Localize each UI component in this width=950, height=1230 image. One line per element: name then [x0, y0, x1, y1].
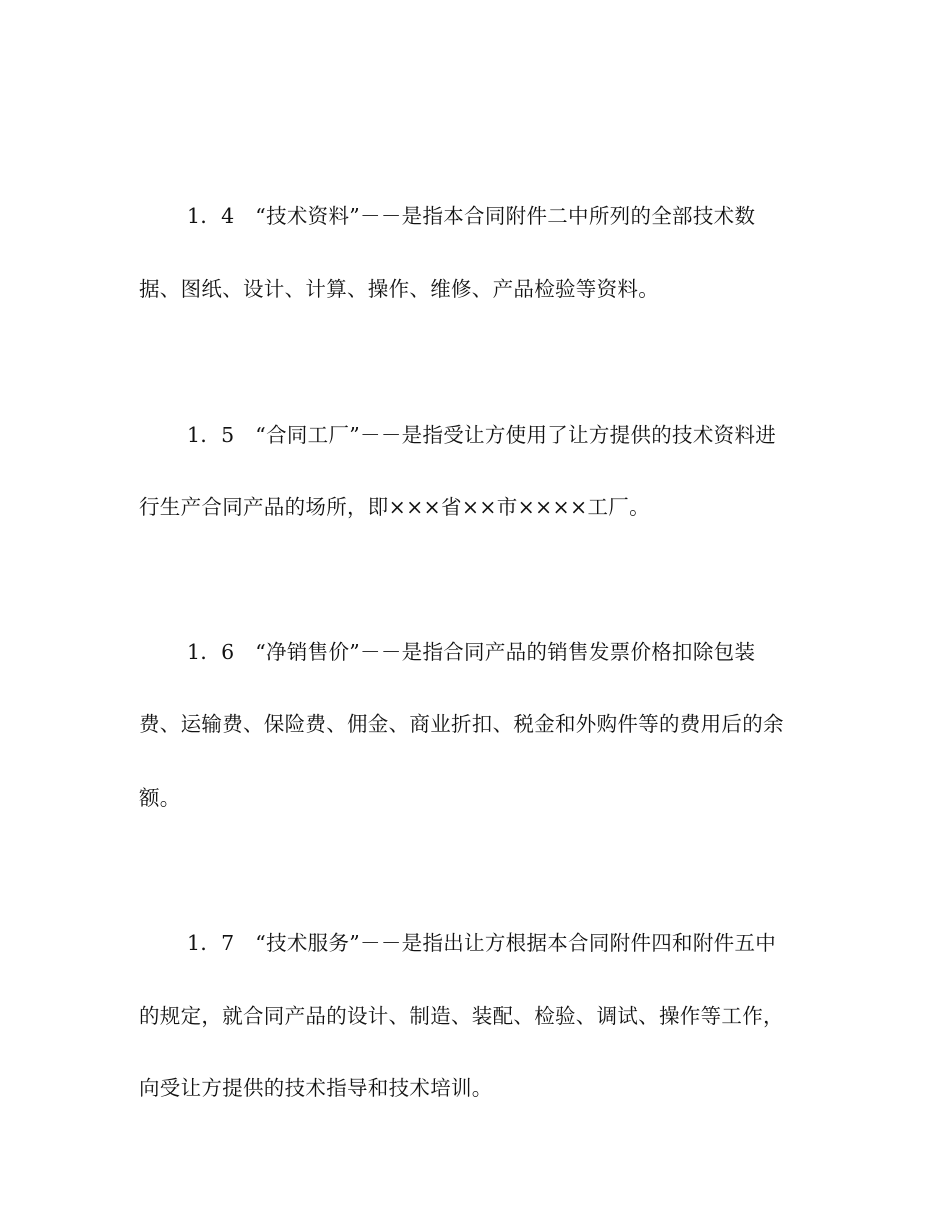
section-1-6-line-1: 1．6 “净销售价”－－是指合同产品的销售发票价格扣除包装	[187, 640, 756, 664]
section-1-4-line-2: 据、图纸、设计、计算、操作、维修、产品检验等资料。	[139, 277, 659, 301]
section-1-5-line-1: 1．5 “合同工厂”－－是指受让方使用了让方提供的技术资料进	[187, 423, 777, 447]
section-1-6-line-2: 费、运输费、保险费、佣金、商业折扣、税金和外购件等的费用后的余	[139, 712, 784, 736]
section-1-5-line-2: 行生产合同产品的场所，即×××省××市××××工厂。	[139, 495, 650, 519]
section-1-6-line-3: 额。	[139, 786, 181, 810]
section-1-7-line-3: 向受让方提供的技术指导和技术培训。	[139, 1076, 493, 1100]
section-1-7-line-2: 的规定，就合同产品的设计、制造、装配、检验、调试、操作等工作，	[139, 1004, 784, 1028]
section-1-4-line-1: 1．4 “技术资料”－－是指本合同附件二中所列的全部技术数	[187, 204, 756, 228]
section-1-7-line-1: 1．7 “技术服务”－－是指出让方根据本合同附件四和附件五中	[187, 931, 777, 955]
